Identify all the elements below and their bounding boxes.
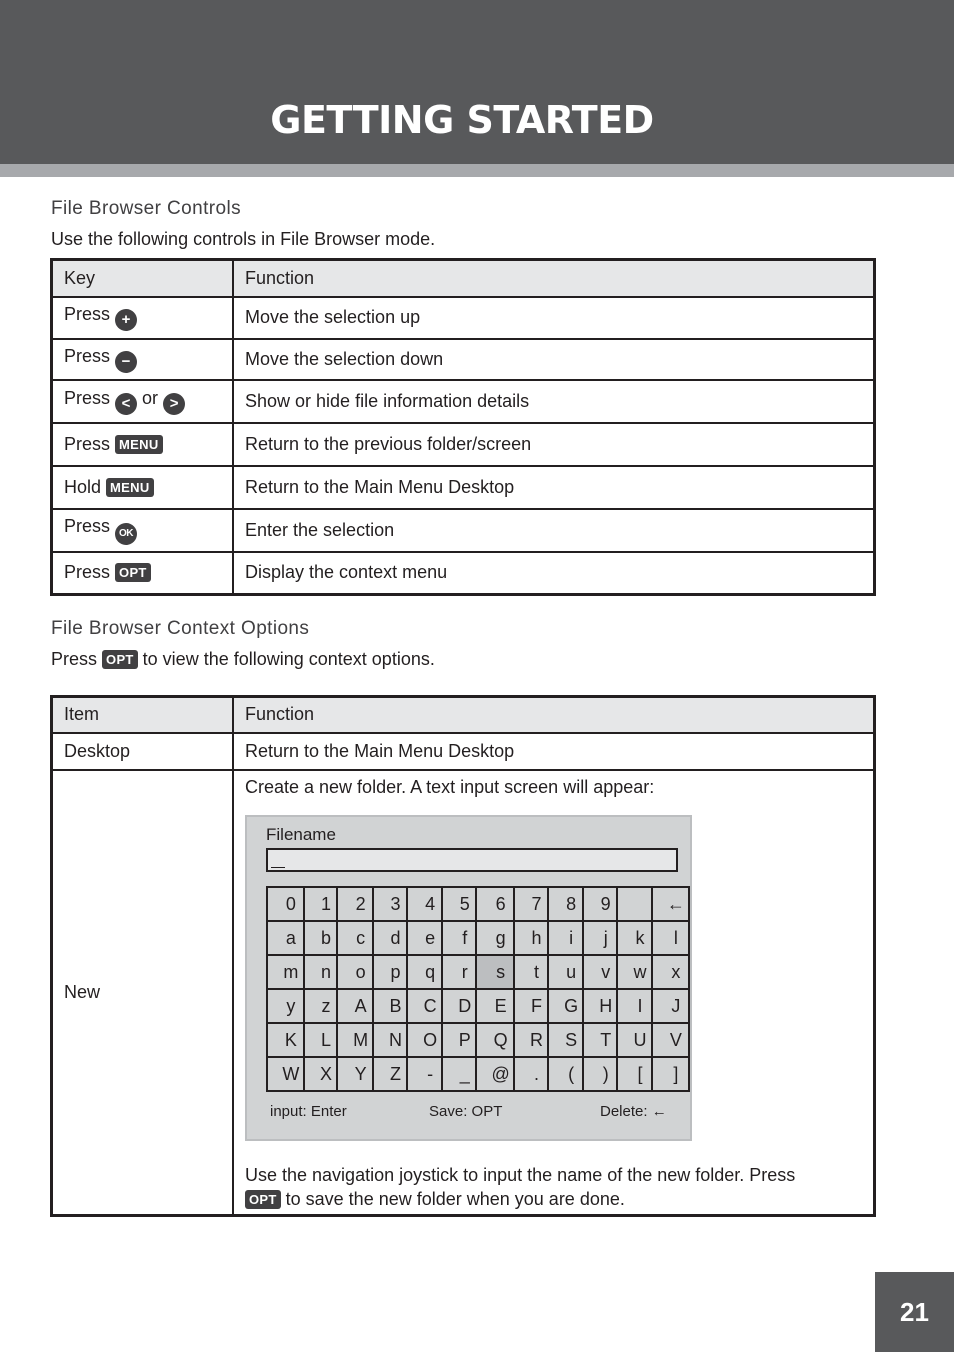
keyboard-key[interactable]: w	[617, 955, 651, 989]
keyboard-key[interactable]	[617, 887, 651, 921]
keyboard-row	[267, 921, 689, 955]
action-label: Hold	[64, 476, 102, 497]
keyboard-key[interactable]: O	[407, 1023, 442, 1057]
keyboard-key[interactable]: D	[442, 989, 476, 1023]
item-cell: Desktop	[52, 733, 234, 770]
keyboard-key[interactable]: p	[373, 955, 407, 989]
keyboard-key[interactable]: u	[548, 955, 583, 989]
keyboard-key[interactable]: d	[373, 921, 407, 955]
table-row	[52, 423, 875, 466]
keyboard-key[interactable]: A	[337, 989, 372, 1023]
keyboard-key[interactable]: h	[514, 921, 548, 955]
note-text: to save the new folder when you are done.	[285, 1188, 625, 1209]
action-label: Press	[64, 433, 111, 454]
keyboard-key[interactable]: 8	[548, 887, 583, 921]
opt-button-icon: OPT	[102, 650, 138, 669]
keyboard-key[interactable]: L	[304, 1023, 338, 1057]
keyboard-key[interactable]: G	[548, 989, 583, 1023]
keyboard-key[interactable]: x	[652, 955, 689, 989]
keyboard-key[interactable]: o	[337, 955, 372, 989]
keyboard-key[interactable]: H	[583, 989, 617, 1023]
item-header: Item	[52, 697, 234, 733]
function-cell: Display the context menu	[233, 552, 875, 595]
keyboard-key[interactable]: X	[304, 1057, 338, 1091]
keyboard-key[interactable]: j	[583, 921, 617, 955]
keyboard-key[interactable]: b	[304, 921, 338, 955]
keyboard-key[interactable]: c	[337, 921, 372, 955]
page-number: 21	[875, 1272, 954, 1352]
keyboard-key[interactable]: 2	[337, 887, 372, 921]
keyboard-key[interactable]: [	[617, 1057, 651, 1091]
table-row	[52, 297, 875, 339]
key-cell	[52, 297, 234, 339]
keyboard-key[interactable]: F	[514, 989, 548, 1023]
keyboard-key[interactable]: (	[548, 1057, 583, 1091]
context-intro	[51, 649, 435, 670]
keyboard-key[interactable]: C	[407, 989, 442, 1023]
intro-text: to view the following context options.	[142, 649, 435, 669]
key-cell	[52, 466, 234, 509]
keyboard-key[interactable]: k	[617, 921, 651, 955]
keyboard-row	[267, 1023, 689, 1057]
keyboard-key[interactable]: e	[407, 921, 442, 955]
keyboard-key[interactable]: a	[267, 921, 304, 955]
text-input-screen	[245, 815, 692, 1141]
filename-label: Filename	[266, 824, 336, 844]
keyboard-key[interactable]: z	[304, 989, 338, 1023]
action-label: Press	[64, 387, 111, 408]
table-row	[52, 380, 875, 423]
keyboard-key[interactable]: Q	[476, 1023, 513, 1057]
keyboard-key[interactable]: y	[267, 989, 304, 1023]
minus-icon: −	[115, 351, 137, 373]
table-row	[52, 733, 875, 770]
table-row	[52, 770, 875, 1216]
key-cell	[52, 380, 234, 423]
keyboard-key[interactable]: 7	[514, 887, 548, 921]
controls-intro: Use the following controls in File Browser mode.	[51, 229, 436, 249]
keyboard-key[interactable]: R	[514, 1023, 548, 1057]
keyboard-key[interactable]: B	[373, 989, 407, 1023]
controls-section-title: File Browser Controls	[51, 198, 242, 219]
header-strip	[0, 164, 954, 177]
keyboard-key[interactable]: n	[304, 955, 338, 989]
function-cell: Show or hide file information details	[233, 380, 875, 423]
keyboard-key[interactable]: v	[583, 955, 617, 989]
keyboard-key[interactable]: E	[476, 989, 513, 1023]
keyboard-key[interactable]: i	[548, 921, 583, 955]
action-label: Press	[64, 304, 111, 324]
keyboard-key[interactable]: 6	[476, 887, 513, 921]
filename-field	[266, 848, 678, 872]
keyboard-key[interactable]: r	[442, 955, 476, 989]
keyboard-key[interactable]: g	[476, 921, 513, 955]
keyboard-key[interactable]: Z	[373, 1057, 407, 1091]
keyboard-key[interactable]: .	[514, 1057, 548, 1091]
keyboard-row	[267, 887, 689, 921]
keyboard-key[interactable]: f	[442, 921, 476, 955]
key-cell	[52, 509, 234, 552]
context-table	[50, 695, 876, 1217]
keyboard-key[interactable]: 9	[583, 887, 617, 921]
save-hint: Save: OPT	[429, 1102, 503, 1120]
keyboard-key[interactable]: 0	[267, 887, 304, 921]
keyboard-row	[267, 955, 689, 989]
intro-text: Press	[51, 649, 98, 669]
keyboard-key[interactable]: M	[337, 1023, 372, 1057]
table-row	[52, 339, 875, 380]
input-hint: input: Enter	[270, 1102, 347, 1120]
keyboard-key[interactable]: 1	[304, 887, 338, 921]
function-header: Function	[233, 697, 875, 733]
keyboard-key[interactable]: S	[548, 1023, 583, 1057]
or-label: or	[142, 387, 159, 408]
keyboard-key[interactable]: ←	[652, 887, 689, 921]
controls-table	[50, 258, 876, 596]
function-cell	[233, 770, 875, 1216]
context-section-title: File Browser Context Options	[51, 618, 310, 639]
keyboard-key[interactable]: J	[652, 989, 689, 1023]
keyboard-key[interactable]: _	[442, 1057, 476, 1091]
keyboard-key[interactable]: q	[407, 955, 442, 989]
keyboard-key[interactable]: K	[267, 1023, 304, 1057]
keyboard-key[interactable]: )	[583, 1057, 617, 1091]
keyboard-key[interactable]: I	[617, 989, 651, 1023]
page-title: GETTING STARTED	[270, 98, 654, 142]
keyboard-key[interactable]: ]	[652, 1057, 689, 1091]
keyboard-key[interactable]: s	[476, 955, 513, 989]
keyboard-key[interactable]: t	[514, 955, 548, 989]
keyboard-key[interactable]: N	[373, 1023, 407, 1057]
new-note	[245, 1163, 873, 1211]
keyboard-grid	[266, 886, 690, 1092]
new-description: Create a new folder. A text input screen will appear:	[245, 776, 655, 797]
menu-button-icon: MENU	[106, 478, 153, 497]
keyboard-key[interactable]: 4	[407, 887, 442, 921]
right-arrow-icon: >	[163, 393, 185, 415]
plus-icon: +	[115, 309, 137, 331]
keyboard-key[interactable]: -	[407, 1057, 442, 1091]
keyboard-key[interactable]: l	[652, 921, 689, 955]
note-text: Use the navigation joystick to input the name of the new folder. Press	[245, 1164, 796, 1185]
keyboard-key[interactable]: 3	[373, 887, 407, 921]
keyboard-key[interactable]: V	[652, 1023, 689, 1057]
keyboard-key[interactable]: W	[267, 1057, 304, 1091]
key-cell	[52, 339, 234, 380]
keyboard-key[interactable]: P	[442, 1023, 476, 1057]
opt-button-icon: OPT	[115, 563, 151, 582]
action-label: Press	[64, 345, 111, 366]
left-arrow-icon: <	[115, 393, 137, 415]
keyboard-row	[267, 989, 689, 1023]
keyboard-key[interactable]: T	[583, 1023, 617, 1057]
function-cell: Return to the Main Menu Desktop	[233, 466, 875, 509]
key-cell	[52, 552, 234, 595]
keyboard-key[interactable]: m	[267, 955, 304, 989]
keyboard-key[interactable]: 5	[442, 887, 476, 921]
table-row	[52, 552, 875, 595]
menu-button-icon: MENU	[115, 435, 162, 454]
key-header: Key	[52, 260, 234, 297]
function-cell: Move the selection up	[233, 297, 875, 339]
function-cell: Move the selection down	[233, 339, 875, 380]
delete-hint: Delete: ←	[600, 1102, 667, 1120]
function-cell: Return to the Main Menu Desktop	[233, 733, 875, 770]
table-row	[52, 509, 875, 552]
keyboard-row	[267, 1057, 689, 1091]
function-cell: Enter the selection	[233, 509, 875, 552]
table-row	[52, 466, 875, 509]
keyboard-key[interactable]: @	[476, 1057, 513, 1091]
item-cell: New	[52, 770, 234, 1216]
action-label: Press	[64, 562, 111, 583]
function-header: Function	[233, 260, 875, 297]
opt-button-icon: OPT	[245, 1190, 281, 1209]
keyboard-key[interactable]: U	[617, 1023, 651, 1057]
action-label: Press	[64, 515, 111, 536]
text-cursor	[271, 867, 285, 868]
function-cell: Return to the previous folder/screen	[233, 423, 875, 466]
key-cell	[52, 423, 234, 466]
ok-button-icon: OK	[115, 523, 137, 545]
keyboard-key[interactable]: Y	[337, 1057, 372, 1091]
